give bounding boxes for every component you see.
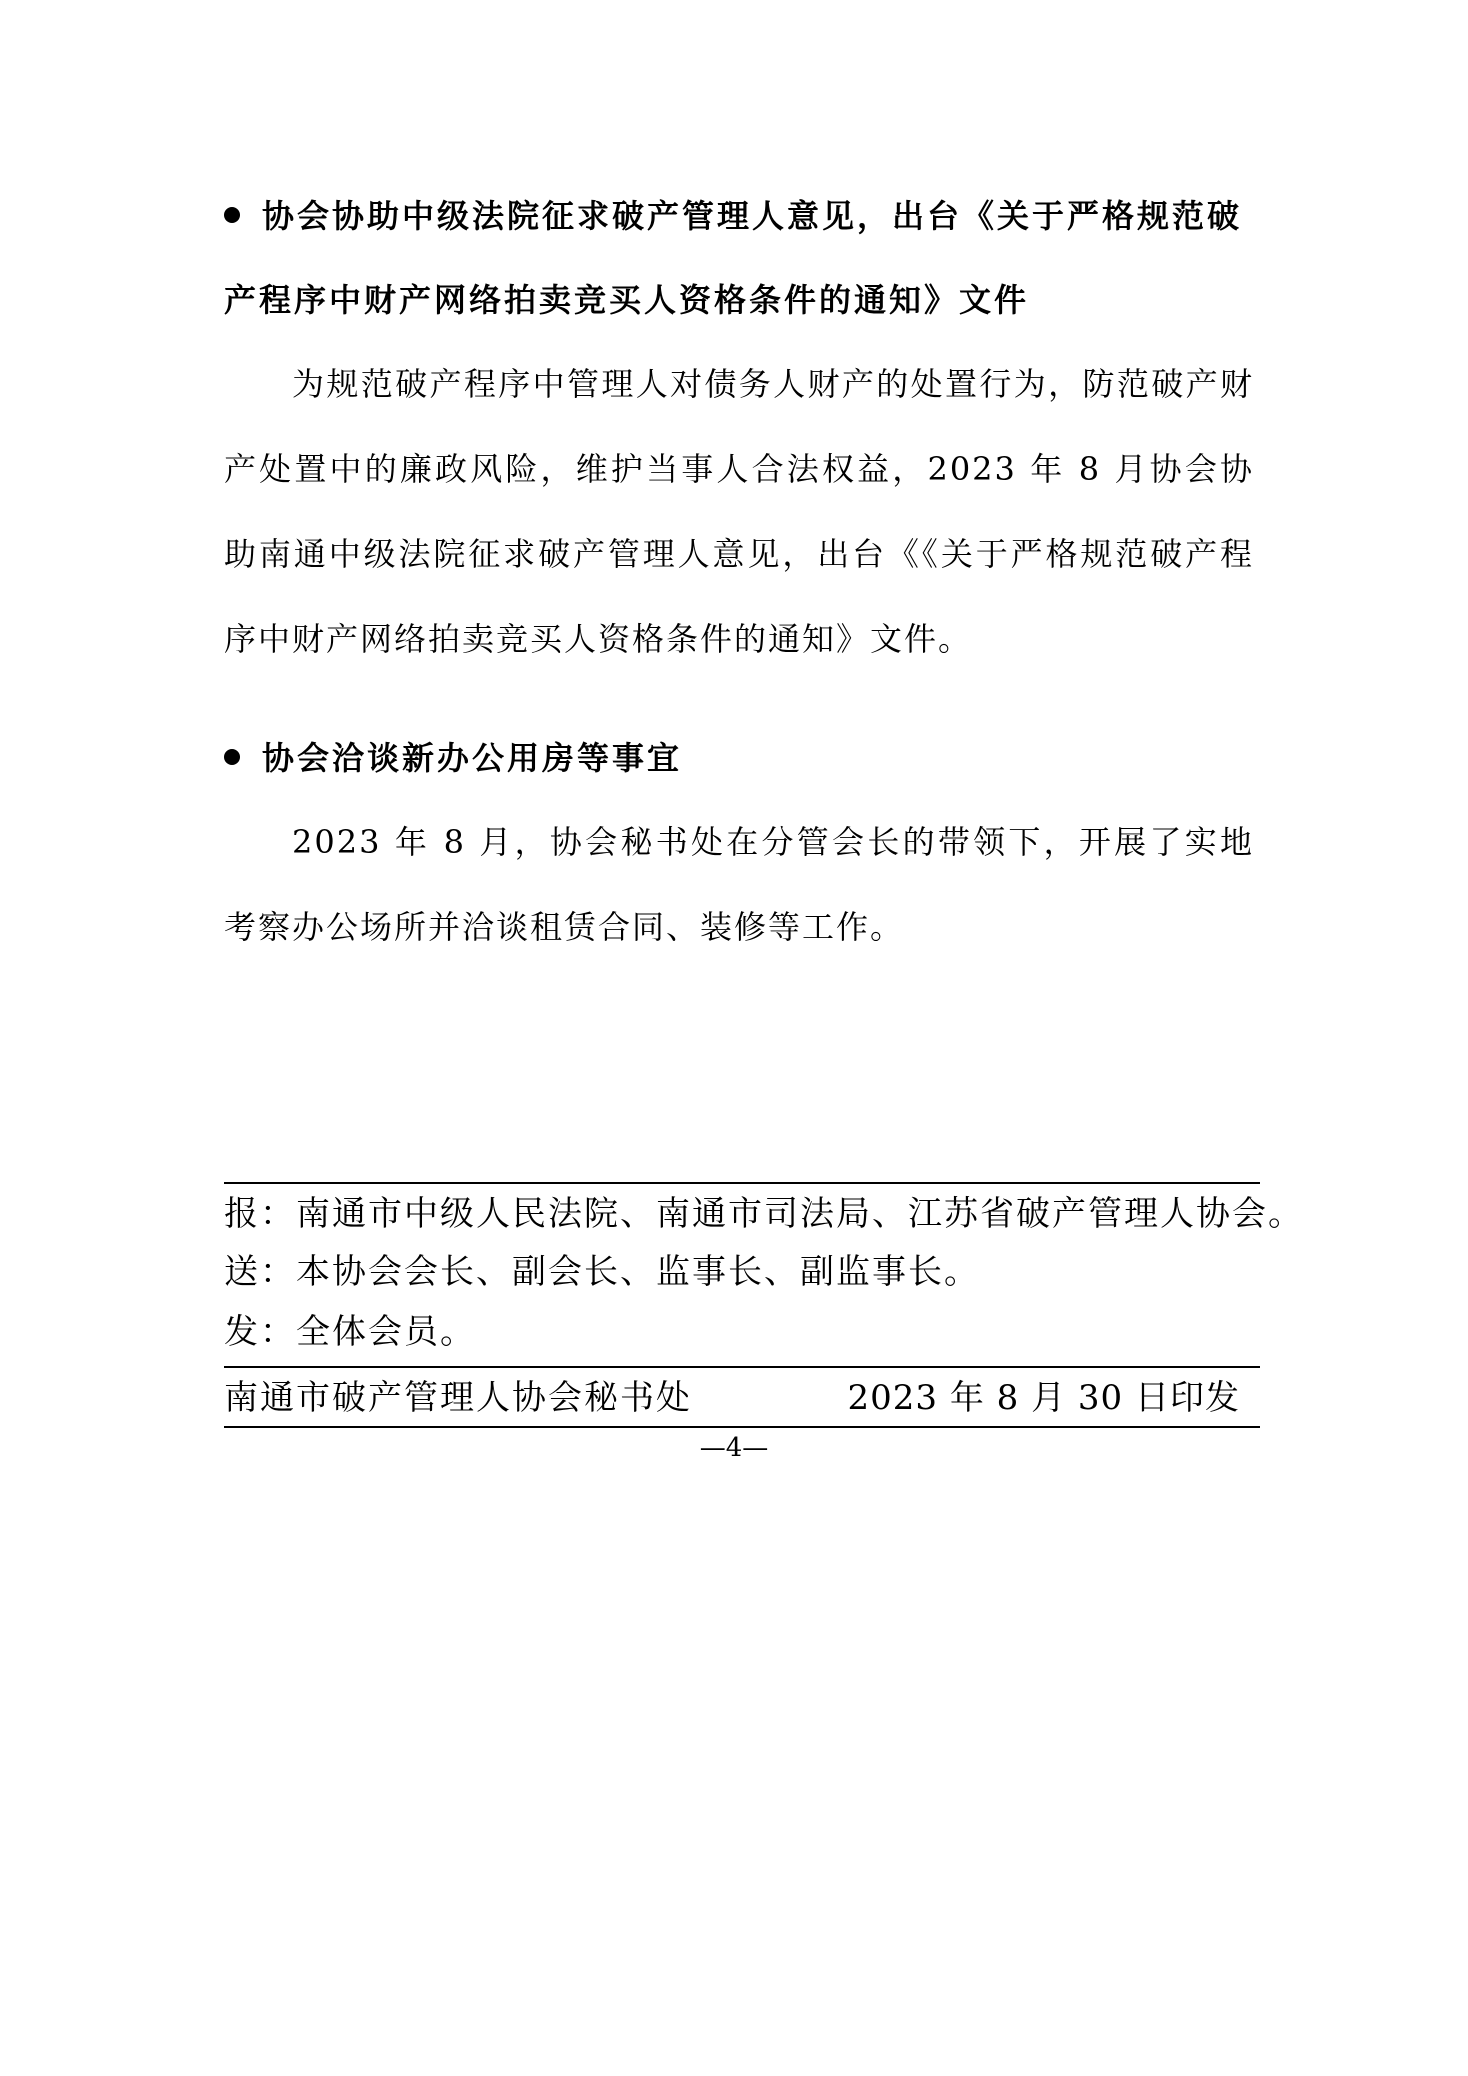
send-to-line: 送：本协会会长、副会长、监事长、副监事长。 <box>224 1252 980 1292</box>
issue-date: 2023 年 8 月 30 日印发 <box>847 1378 1240 1418</box>
section-heading <box>224 716 1254 800</box>
issuer-name: 南通市破产管理人协会秘书处 <box>224 1378 692 1418</box>
heading-line2: 产程序中财产网络拍卖竞买人资格条件的通知》文件 <box>224 281 1030 319</box>
section-notice <box>224 174 1254 682</box>
issuer-row <box>224 1372 1254 1424</box>
section-heading <box>224 174 1254 258</box>
section-paragraph: 为规范破产程序中管理人对债务人财产的处置行为，防范破产财产处置中的廉政风险，维护当事人合法权益，2023 年 8 月协会协助南通中级法院征求破产管理人意见，出台《《关于严格规范破产程序中财产网络拍卖竞买人资格条件的通知》文件。 <box>224 365 1254 658</box>
page-number: —4— <box>699 1433 769 1463</box>
report-to-line: 报：南通市中级人民法院、南通市司法局、江苏省破产管理人协会。 <box>224 1194 1304 1234</box>
bullet-icon <box>224 207 240 223</box>
section-paragraph: 2023 年 8 月，协会秘书处在分管会长的带领下，开展了实地考察办公场所并洽谈租赁合同、装修等工作。 <box>224 823 1254 946</box>
issue-to-line: 发：全体会员。 <box>224 1312 476 1352</box>
section-office <box>224 716 1254 970</box>
bullet-icon <box>224 749 240 765</box>
heading-text: 协会洽谈新办公用房等事宜 <box>262 739 683 777</box>
heading-line1: 协会协助中级法院征求破产管理人意见，出台《关于严格规范破 <box>262 197 1243 235</box>
divider-top <box>224 1182 1260 1184</box>
divider-middle <box>224 1366 1260 1368</box>
